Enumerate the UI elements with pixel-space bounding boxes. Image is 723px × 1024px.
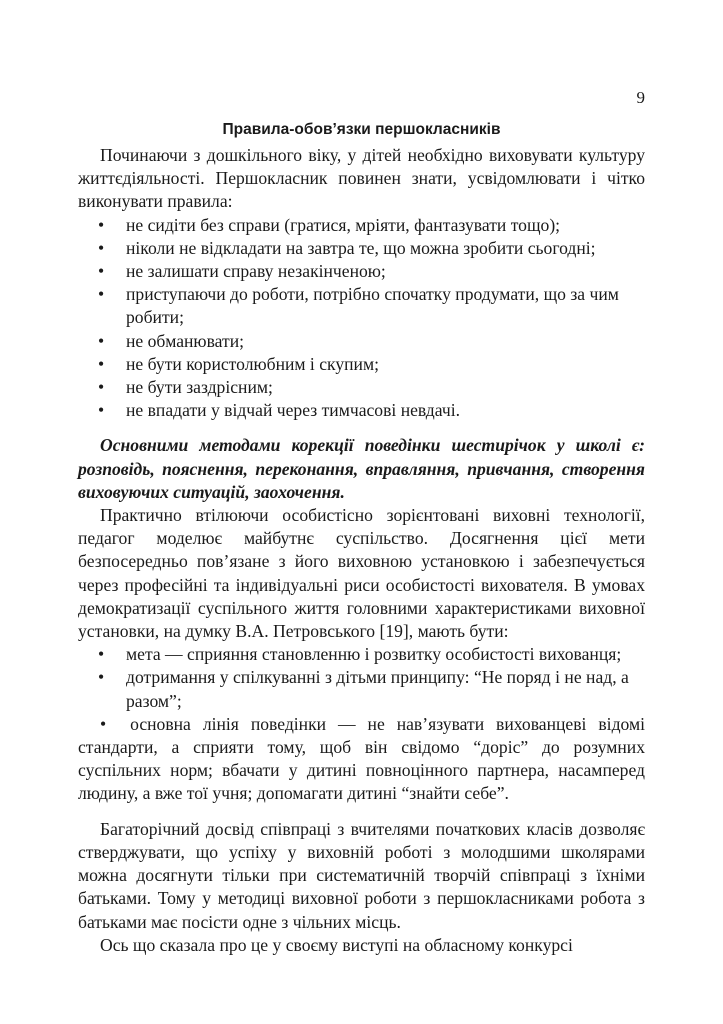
bullet-icon: • bbox=[98, 644, 105, 665]
bullet-icon: • bbox=[100, 713, 107, 734]
list-item-text: не бути заздрісним; bbox=[126, 377, 273, 398]
list-item bbox=[78, 666, 645, 712]
list-item-text: мета — сприяння становленню і розвитку особистості вихованця; bbox=[126, 644, 622, 665]
section-heading: Правила-обов’язки першокласників bbox=[222, 121, 501, 138]
bullet-icon: • bbox=[98, 667, 105, 688]
list-item-text: не бути користолюбним і скупим; bbox=[126, 353, 379, 374]
list-item bbox=[78, 399, 645, 422]
list-item bbox=[78, 330, 645, 353]
list-item-text: не впадати у відчай через тимчасові невдачі. bbox=[126, 400, 460, 421]
bullet-icon: • bbox=[98, 400, 105, 421]
list-item-text: дотримання у спілкуванні з дітьми принципу: “Не поряд і не над, а разом”; bbox=[126, 667, 629, 711]
list-item-text: ніколи не відкладати на завтра те, що можна зробити сьогодні; bbox=[126, 237, 596, 258]
list-item bbox=[78, 643, 645, 666]
body-paragraph: Практично втілюючи особистісно зорієнтовані виховні технології, педагог моделює майбутнє суспільство. Досягнення цієї мети безпосередньо пов’язане з його виховною установкою і забезпечується через професійні та індивідуальні риси особистості вихователя. В умовах демократизації суспільного життя головними характеристиками виховної установки, на думку В.А. Петровського [19], мають бути: bbox=[78, 505, 645, 642]
list-item bbox=[78, 376, 645, 399]
list-item bbox=[78, 353, 645, 376]
body-paragraph: Ось що сказала про це у своєму виступі на обласному конкурсі bbox=[100, 934, 573, 955]
rules-list bbox=[78, 214, 645, 423]
methods-paragraph: Основними методами корекції поведінки шестирічок у школі є: розповідь, пояснення, переконання, вправляння, привчання, створення виховуючих ситуацій, заохочення. bbox=[78, 435, 645, 502]
characteristics-list bbox=[78, 643, 645, 713]
bullet-icon: • bbox=[98, 284, 105, 305]
bullet-icon: • bbox=[98, 214, 105, 235]
bullet-icon: • bbox=[98, 353, 105, 374]
list-item-wrapped bbox=[78, 713, 645, 806]
list-item-text: не обманювати; bbox=[126, 330, 245, 351]
page-number: 9 bbox=[636, 88, 645, 107]
bullet-icon: • bbox=[98, 261, 105, 282]
body-paragraph: Багаторічний досвід співпраці з вчителями початкових класів дозволяє стверджувати, що успіху у виховній роботі з молодшими школярами можна досягнути тільки при систематичній творчій співпраці з їхніми батьками. Тому у методиці виховної роботи з першокласниками робота з батьками має посісти одне з чільних місць. bbox=[78, 818, 645, 932]
intro-paragraph: Починаючи з дошкільного віку, у дітей необхідно виховувати культуру життєдіяльності. Першокласник повинен знати, усвідомлювати і чітко виконувати правила: bbox=[78, 145, 645, 212]
list-item-text: не залишати справу незакінченою; bbox=[126, 261, 386, 282]
list-item bbox=[78, 237, 645, 260]
list-item-text: не сидіти без справи (гратися, мріяти, фантазувати тощо); bbox=[126, 214, 561, 235]
bullet-icon: • bbox=[98, 237, 105, 258]
list-item bbox=[78, 260, 645, 283]
list-item-text: основна лінія поведінки — не нав’язувати вихованцеві відомі стандарти, а сприяти тому, щоб він свідомо “доріс” до розумних суспільних норм; вбачати у дитині повноцінного партнера, насамперед людину, а вже тої учня; допомагати дитині “знайти себе”. bbox=[78, 713, 646, 804]
page-content bbox=[78, 144, 645, 957]
list-item-text: приступаючи до роботи, потрібно спочатку продумати, що за чим робити; bbox=[126, 284, 619, 328]
list-item bbox=[78, 214, 645, 237]
bullet-icon: • bbox=[98, 377, 105, 398]
bullet-icon: • bbox=[98, 330, 105, 351]
list-item bbox=[78, 283, 645, 329]
